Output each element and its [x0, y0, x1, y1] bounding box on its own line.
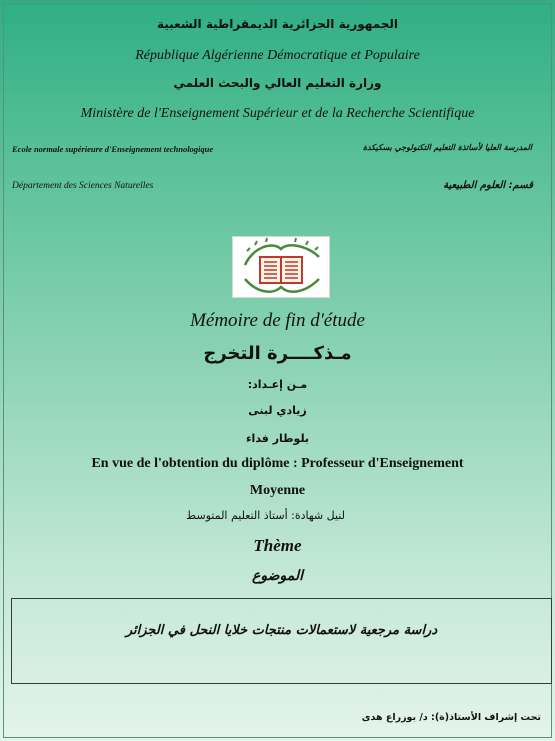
author-1: زيادي لبنى [248, 404, 307, 417]
ministry-title-ar: وزارة التعليم العالي والبحث العلمي [173, 76, 382, 90]
memoire-title-fr: Mémoire de fin d'étude [190, 310, 365, 331]
theme-title-ar: الموضوع [252, 568, 303, 584]
topic-box [11, 598, 552, 684]
diploma-ar: لنيل شهادة: أستاذ التعليم المتوسط [186, 509, 345, 522]
republic-title-fr: République Algérienne Démocratique et Populaire [135, 48, 420, 63]
department-ar: قسم: العلوم الطبيعية [443, 180, 533, 191]
author-2: بلوطار فداء [245, 432, 310, 445]
supervisor-line: تحت إشراف الأستاذ(ة): د/ بوزراع هدى [361, 712, 541, 723]
department-fr: Département des Sciences Naturelles [12, 181, 154, 191]
prepared-by-label: مـن إعـداد: [247, 378, 308, 391]
diploma-fr-line2: Moyenne [249, 483, 306, 498]
school-logo [232, 236, 330, 298]
ministry-title-fr: Ministère de l'Enseignement Supérieur et de la Recherche Scientifique [80, 106, 475, 121]
theme-title-fr: Thème [253, 536, 302, 555]
topic-text: دراسة مرجعية لاستعمالات منتجات خلايا النحل في الجزائر [125, 623, 438, 638]
school-name-fr: Ecole normale supérieure d'Enseignement technologique [12, 144, 214, 154]
republic-title-ar: الجمهورية الجزائرية الديمقراطية الشعبية [156, 17, 399, 31]
open-book-icon [233, 237, 329, 297]
diploma-fr-line1: En vue de l'obtention du diplôme : Professeur d'Enseignement [91, 456, 464, 471]
memoire-title-ar: مـذكــــرة التخرج [203, 343, 352, 364]
school-name-ar: المدرسة العليا لأساتذة التعليم التكنولوجي بسكيكدة [362, 143, 532, 152]
